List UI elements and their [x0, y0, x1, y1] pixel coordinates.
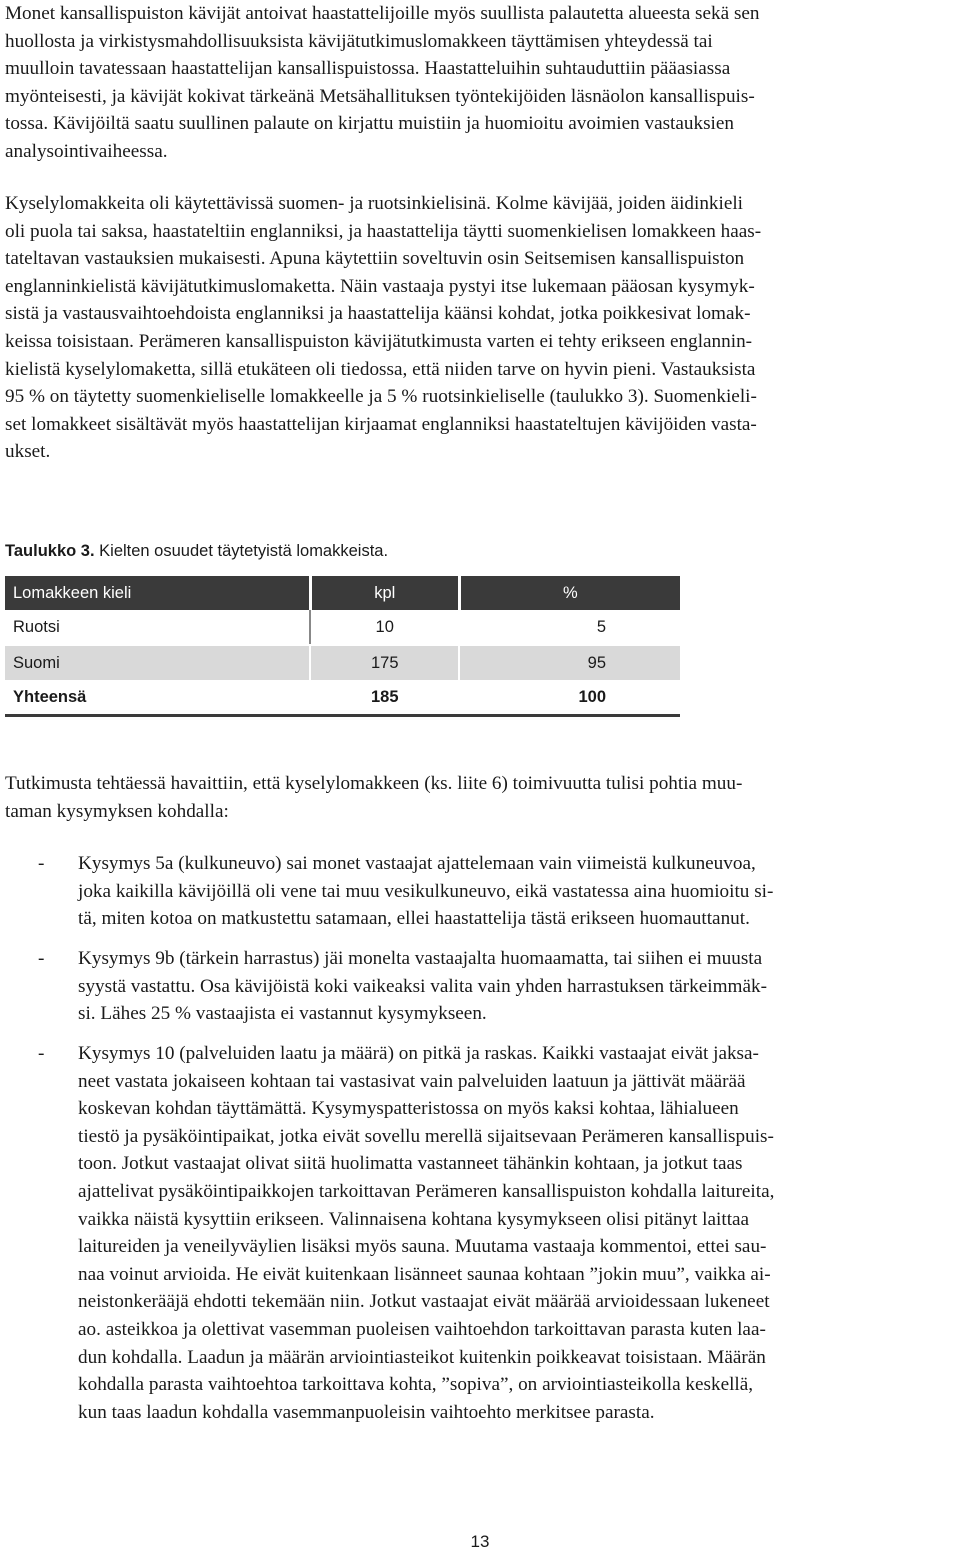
text-line: 95 % on täytetty suomenkieliselle lomakkeelle ja 5 % ruotsinkieliselle (taulukko 3). Suomenkieli-: [5, 386, 757, 408]
text-line: koskevan kohdan täyttämättä. Kysymyspatteristossa on myös kaksi kohtaa, lähialueen: [78, 1098, 739, 1120]
page-number: 13: [470, 1532, 490, 1551]
text-line: muulloin tavatessaan haastattelijan kansallispuistossa. Haastatteluihin suhtauduttiin pääasiassa: [5, 58, 731, 80]
text-line: neet vastata jokaiseen kohtaan tai vastasivat vain palveluiden laatuun ja jättivät määrää: [78, 1070, 746, 1092]
table-cell: 95: [459, 645, 680, 680]
text-line: kun taas laadun kohdalla vasemmanpuoleisin vaihtoehto merkitsee parasta.: [78, 1401, 655, 1423]
text-line: Kysymys 10 (palveluiden laatu ja määrä) on pitkä ja raskas. Kaikki vastaajat eivät jaksa-: [78, 1043, 759, 1064]
text-line: toon. Jotkut vastaajat olivat siitä huolimatta vastanneet tähänkin kohtaan, ja jotkut taas: [78, 1153, 743, 1175]
text-line: si. Lähes 25 % vastaajista ei vastannut kysymykseen.: [78, 1003, 487, 1025]
table-cell: Ruotsi: [5, 610, 310, 645]
text-line: vaikka näistä kysyttiin erikseen. Valinnaisena kohtana kysymykseen olisi pitänyt laittaa: [78, 1208, 750, 1230]
text-line: huollosta ja virkistysmahdollisuuksista kävijätutkimuslomakkeen täyttämisen yhteydessä tai: [5, 30, 713, 52]
text-line: set lomakkeet sisältävät myös haastattelijan kirjaamat englanniksi haastateltujen kävijöiden vasta-: [5, 413, 757, 435]
text-line: sistä ja vastausvaihtoehdoista englanniksi ja haastattelija käänsi kohdat, jotka poikkesivat lomak-: [5, 303, 751, 325]
text-line: tä, miten kotoa on matkustettu satamaan, ellei haastattelija tästä erikseen huomauttanut.: [78, 908, 750, 930]
table-header-cell: %: [459, 576, 680, 610]
paragraph-languages: [5, 190, 955, 466]
table-cell: 10: [310, 610, 459, 645]
text-line: englanninkielistä kävijätutkimuslomaketta. Näin vastaaja pystyi itse lukemaan pääosan kysymyk-: [5, 275, 755, 297]
text-line: syystä vastattu. Osa kävijöistä koki vaikeaksi valita vain yhden harrastuksen tärkeimmäk-: [78, 975, 767, 997]
table-caption: [5, 542, 388, 561]
table-cell: Suomi: [5, 645, 310, 680]
table-caption-text: Kielten osuudet täytetyistä lomakkeista.: [94, 542, 389, 560]
table-row: [5, 610, 680, 645]
table-header-cell: Lomakkeen kieli: [5, 576, 310, 610]
table-cell: Yhteensä: [5, 680, 310, 716]
text-line: Kysymys 5a (kulkuneuvo) sai monet vastaajat ajattelemaan vain viimeistä kulkuneuvoa,: [78, 853, 756, 874]
table-header-row: [5, 576, 680, 610]
text-line: tiestö ja pysäköintipaikat, jotka eivät sovellu merellä sijaitsevaan Perämeren kansallispuis-: [78, 1125, 774, 1147]
table-cell: 100: [459, 680, 680, 716]
bullet-item: [78, 850, 955, 933]
text-line: tossa. Kävijöiltä saatu suullinen palaute on kirjattu muistiin ja huomioitu avoimien vastauksien: [5, 113, 735, 135]
table-total-row: [5, 680, 680, 716]
text-line: Kyselylomakkeita oli käytettävissä suomen- ja ruotsinkielisinä. Kolme kävijää, joiden äidinkieli: [5, 193, 744, 214]
paragraph-feedback: [5, 0, 955, 166]
table-header-cell: kpl: [310, 576, 459, 610]
bullet-item: [78, 1040, 955, 1426]
text-line: neistonkerääjä ehdotti tekemään niin. Jotkut vastaajat eivät määrää arvioidessaan lukeneet: [78, 1291, 770, 1313]
text-line: laitureiden ja veneilyväylien lisäksi myös sauna. Muutama vastaaja kommentoi, ettei sau-: [78, 1236, 767, 1258]
table-cell: 185: [310, 680, 459, 716]
text-line: taman kysymyksen kohdalla:: [5, 800, 229, 822]
text-line: ao. asteikkoa ja olettivat vasemman puoleisen vaihtoehdon tarkoittavan parasta kuten laa-: [78, 1318, 766, 1340]
text-line: ajattelivat pysäköintipaikkojen tarkoittavan Perämeren kansallispuiston kohdalla laitureita,: [78, 1180, 775, 1202]
text-line: naa voinut arvioida. He eivät kuitenkaan lisänneet saunaa kohtaan ”jokin muu”, vaikka ai-: [78, 1263, 771, 1285]
bullet-item: [78, 945, 955, 1028]
language-table: [5, 576, 680, 717]
text-line: Tutkimusta tehtäessä havaittiin, että kyselylomakkeen (ks. liite 6) toimivuutta tulisi pohtia muu-: [5, 773, 743, 794]
text-line: myönteisesti, ja kävijät kokivat tärkeänä Metsähallituksen työntekijöiden läsnäolon kansallispuis-: [5, 85, 755, 107]
text-line: dun kohdalla. Laadun ja määrän arviointiasteikot kuitenkin poikkeavat toisistaan. Määrän: [78, 1346, 766, 1368]
text-line: ukset.: [5, 441, 51, 463]
table-cell: 5: [459, 610, 680, 645]
bullet-marker: -: [38, 1043, 45, 1064]
table-row: [5, 645, 680, 680]
text-line: keissa toisistaan. Perämeren kansallispuiston kävijätutkimusta varten ei tehty erikseen englannin-: [5, 330, 753, 352]
text-line: joka kaikilla kävijöillä oli vene tai muu vesikulkuneuvo, eikä vastatessa aina huomioitu si-: [78, 880, 774, 902]
text-line: tateltavan vastauksien mukaisesti. Apuna käytettiin soveltuvin osin Seitsemisen kansallispuiston: [5, 248, 745, 270]
text-line: analysointivaiheessa.: [5, 140, 168, 162]
text-line: Monet kansallispuiston kävijät antoivat haastattelijoille myös suullista palautetta alueesta sekä sen: [5, 3, 760, 24]
table-cell: 175: [310, 645, 459, 680]
table-caption-label: Taulukko 3.: [5, 542, 95, 560]
text-line: oli puola tai saksa, haastateltiin englanniksi, ja haastattelija täytti suomenkielisen lomakkeen haas-: [5, 220, 762, 242]
bullet-marker: -: [38, 853, 45, 874]
paragraph-observations: [5, 770, 955, 825]
text-line: Kysymys 9b (tärkein harrastus) jäi monelta vastaajalta huomaamatta, tai siihen ei muusta: [78, 948, 763, 969]
text-line: kielistä kyselylomaketta, sillä etukäteen oli tiedossa, että niiden tarve on hyvin pieni. Vastauksista: [5, 358, 756, 380]
bullet-marker: -: [38, 948, 45, 969]
text-line: kohdalla parasta vaihtoehtoa tarkoittava kohta, ”sopiva”, on arviointiasteikolla keskellä,: [78, 1374, 754, 1396]
